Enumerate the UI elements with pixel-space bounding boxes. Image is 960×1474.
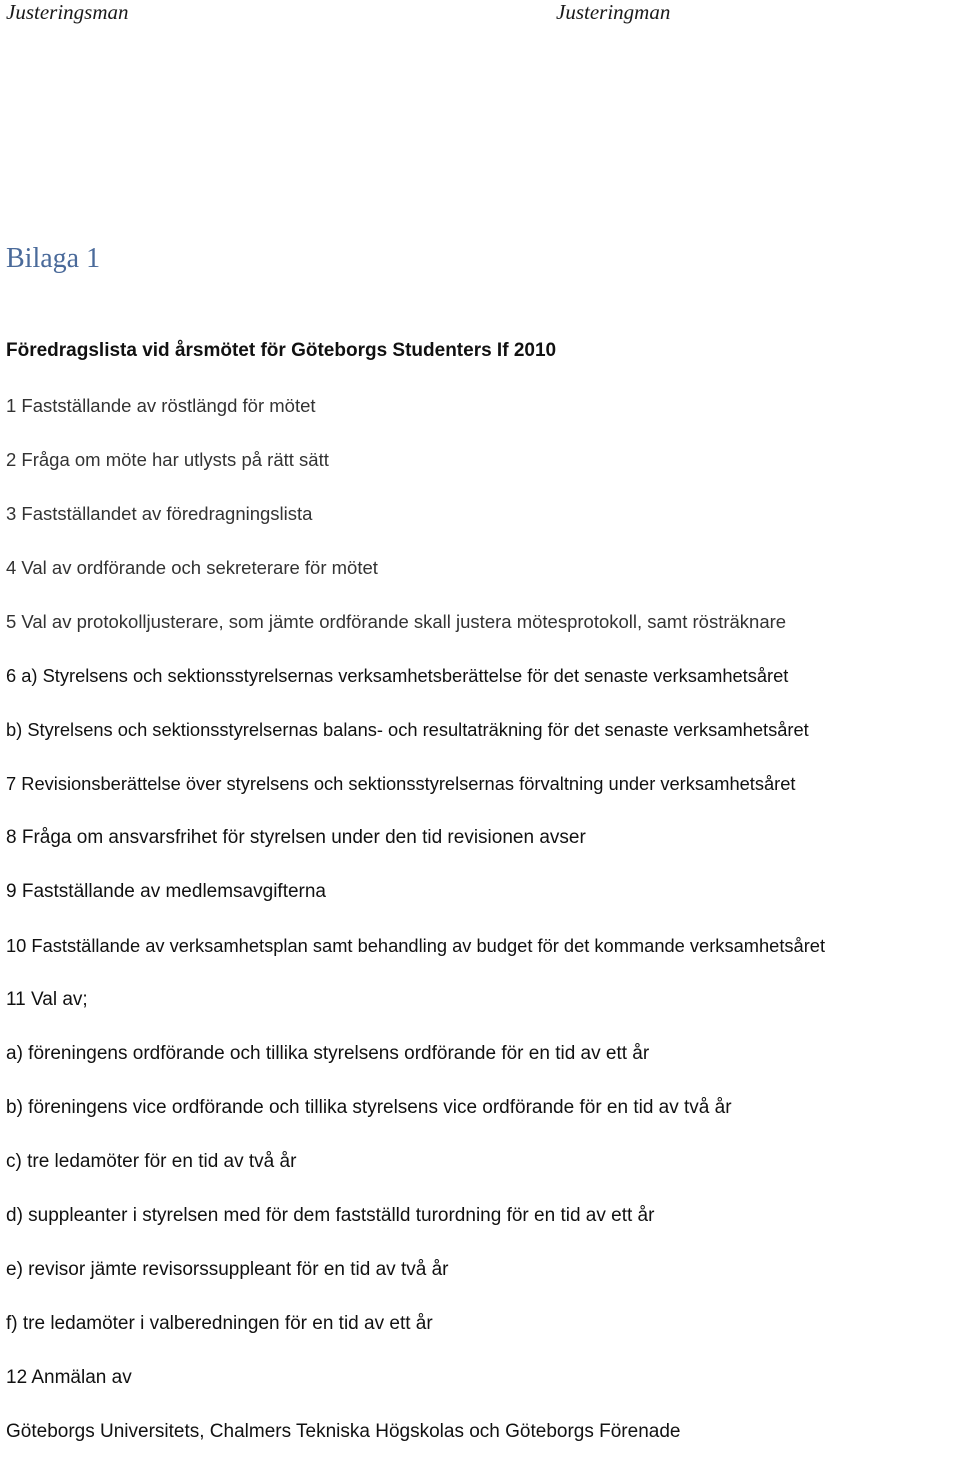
agenda-list [6,394,825,1474]
agenda-item-11b: b) föreningens vice ordförande och tillika styrelsens vice ordförande för en tid av två år [6,1097,732,1118]
agenda-item-3: 3 Fastställandet av föredragningslista [6,503,313,524]
agenda-item-11c: c) tre ledamöter för en tid av två år [6,1151,297,1172]
header-left-text: Justeringsman [6,0,129,24]
header-right-text: Justeringman [556,0,671,24]
agenda-item-12-continued: Göteborgs Universitets, Chalmers Tekniska Högskolas och Göteborgs Förenade [6,1421,681,1442]
agenda-item-10: 10 Fastställande av verksamhetsplan samt behandling av budget för det kommande verksamhetsåret [6,935,826,956]
agenda-item-11d: d) suppleanter i styrelsen med för dem fastställd turordning för en tid av ett år [6,1205,655,1226]
agenda-item-8: 8 Fråga om ansvarsfrihet för styrelsen under den tid revisionen avser [6,827,586,848]
page-header [0,0,960,24]
agenda-item-6b: b) Styrelsens och sektionsstyrelsernas balans- och resultaträkning för det senaste verksamhetsåret [6,719,809,740]
agenda-item-11: 11 Val av; [6,989,88,1010]
agenda-item-5: 5 Val av protokolljusterare, som jämte ordförande skall justera mötesprotokoll, samt rösträknare [6,611,787,632]
agenda-item-9: 9 Fastställande av medlemsavgifterna [6,881,326,902]
agenda-item-11f: f) tre ledamöter i valberedningen för en tid av ett år [6,1313,433,1334]
agenda-item-12: 12 Anmälan av [6,1367,132,1388]
document-heading: Bilaga 1 [6,243,101,274]
agenda-item-11e: e) revisor jämte revisorssuppleant för en tid av två år [6,1259,449,1280]
agenda-item-11a: a) föreningens ordförande och tillika styrelsens ordförande för en tid av ett år [6,1043,650,1064]
agenda-item-6a: 6 a) Styrelsens och sektionsstyrelsernas verksamhetsberättelse för det senaste verksamhetsåret [6,665,789,686]
agenda-item-7: 7 Revisionsberättelse över styrelsens och sektionsstyrelsernas förvaltning under verksamhetsåret [6,773,796,794]
agenda-item-1: 1 Fastställande av röstlängd för mötet [6,395,316,416]
agenda-item-2: 2 Fråga om möte har utlysts på rätt sätt [6,449,329,470]
agenda-title: Föredragslista vid årsmötet för Göteborgs Studenters If 2010 [6,340,557,361]
agenda-item-4: 4 Val av ordförande och sekreterare för mötet [6,557,378,578]
